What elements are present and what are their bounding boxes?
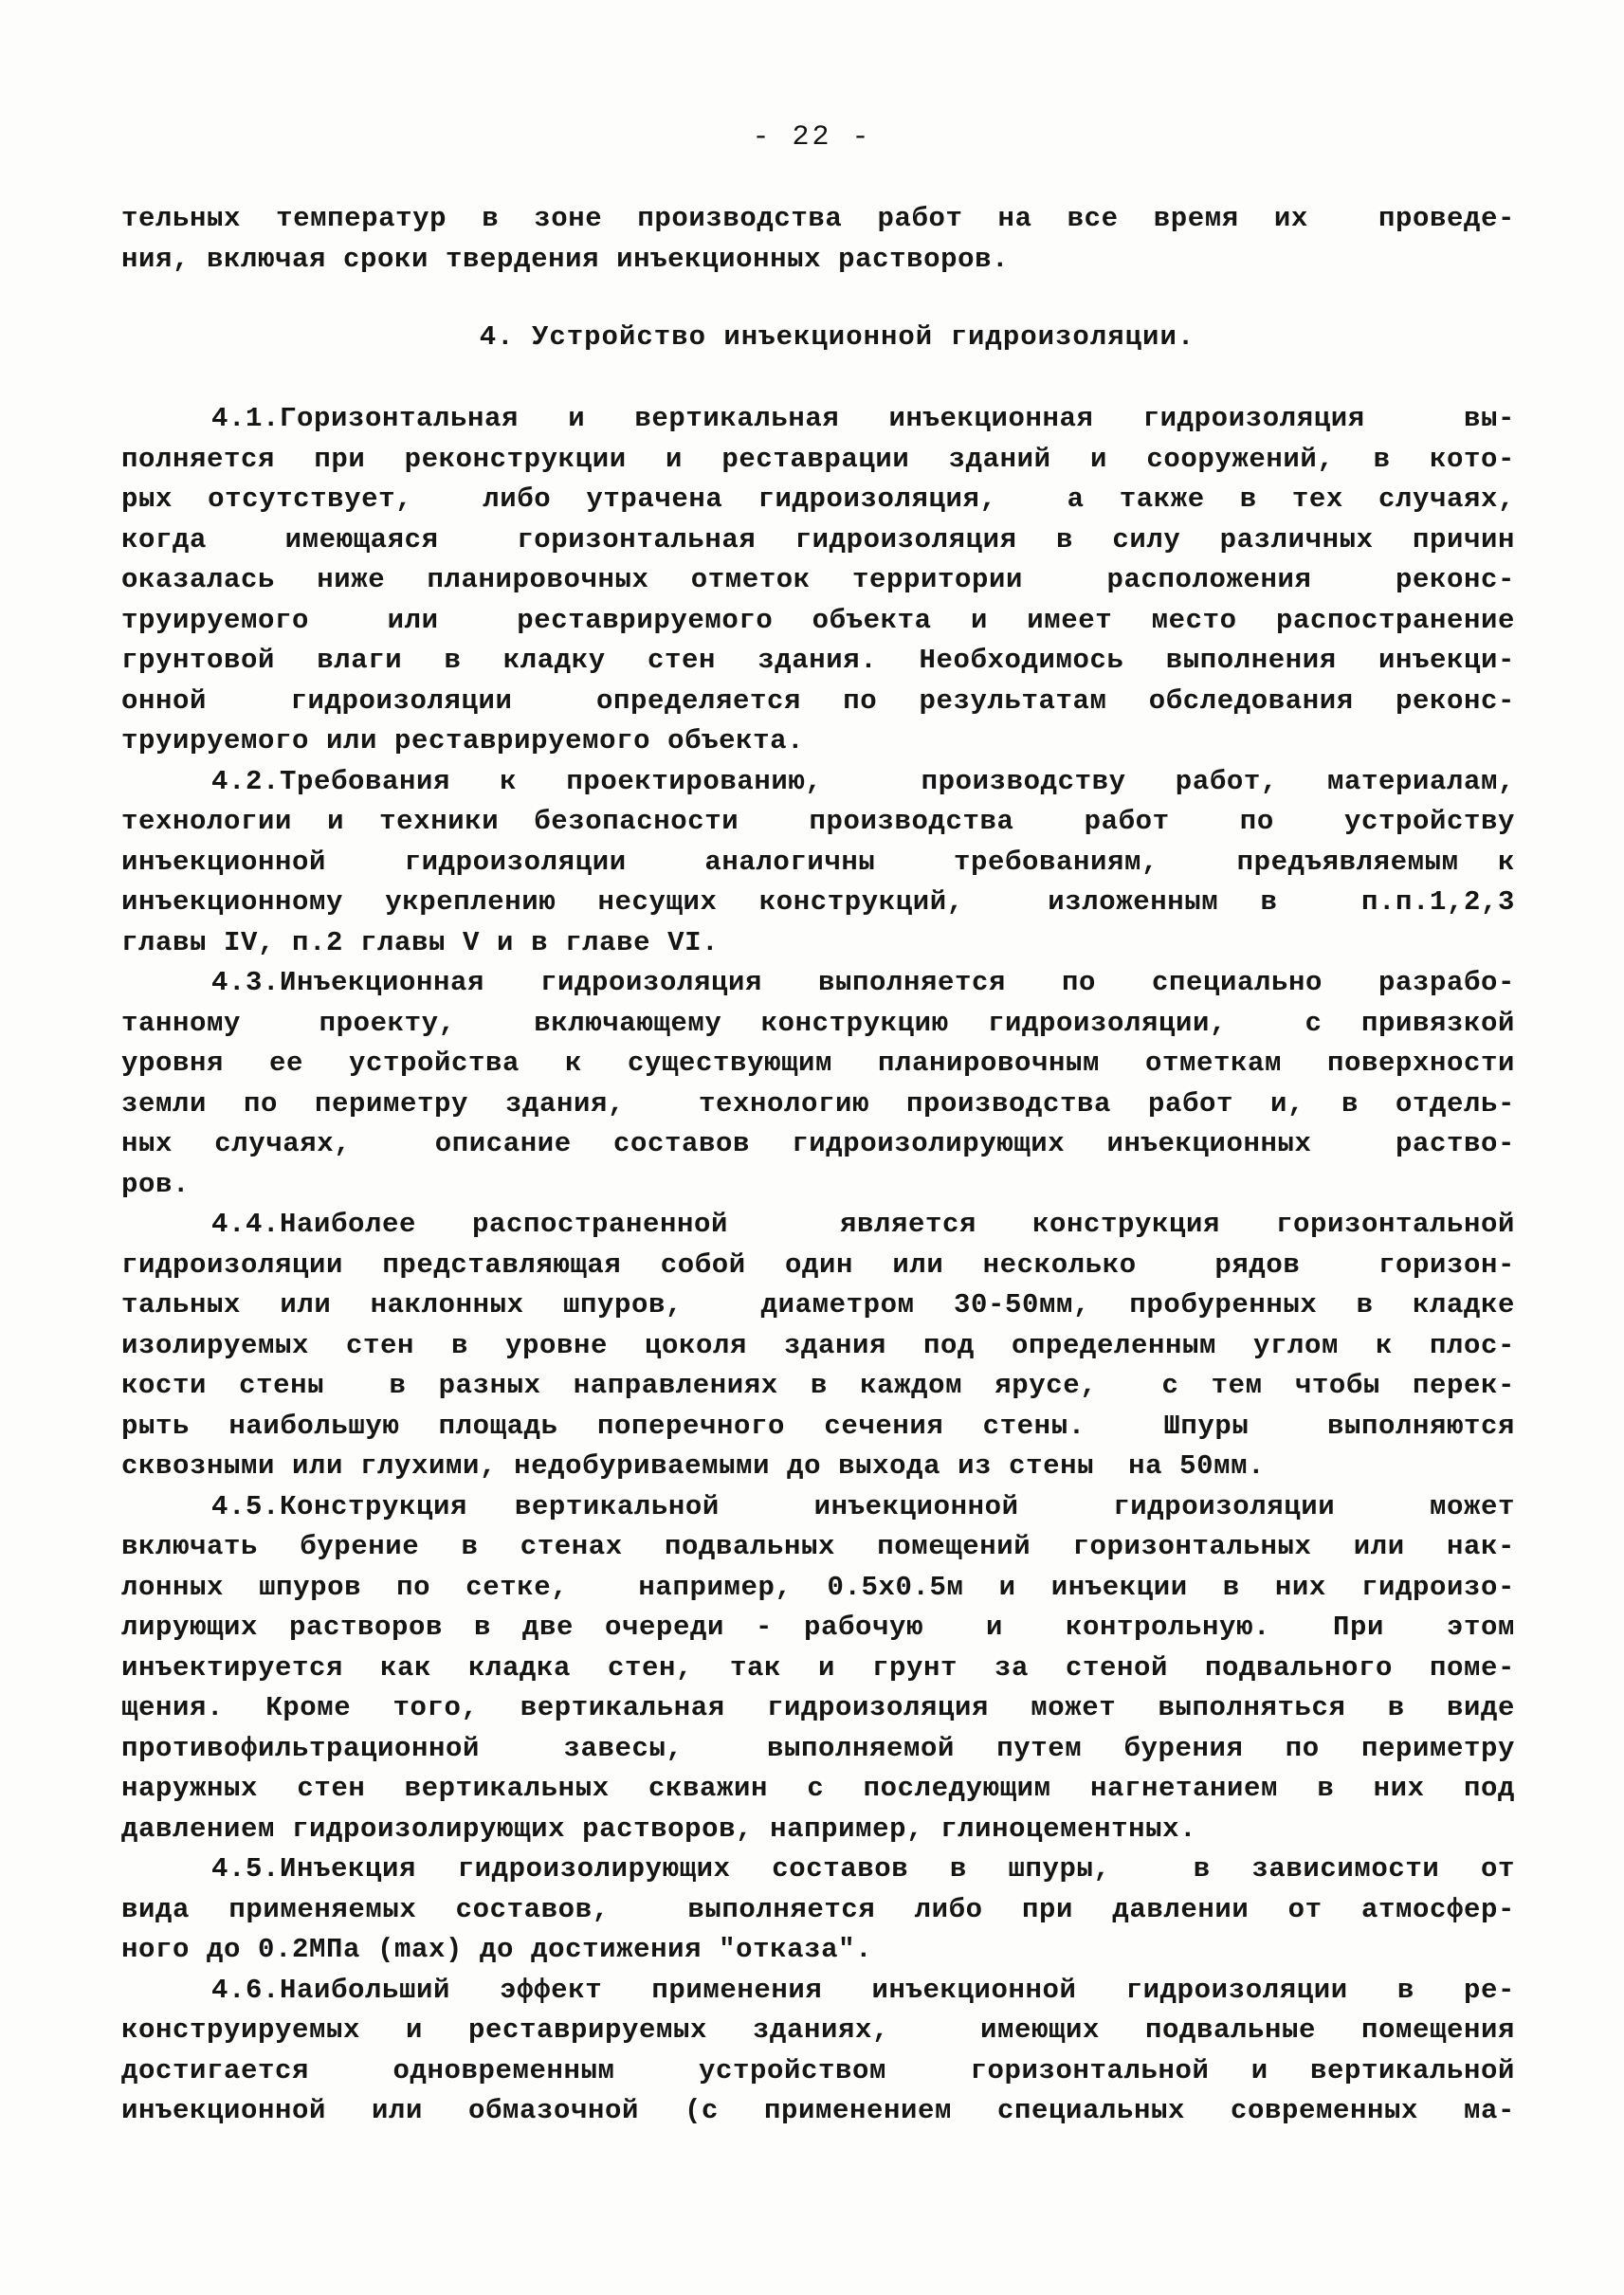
text-line: земли по периметру здания, технологию производства работ и, в отдель- — [121, 1087, 1515, 1120]
text-line: ния, включая сроки твердения инъекционных растворов. — [121, 243, 1010, 275]
text-line: 4.5.Инъекция гидроизолирующих составов в шпуры, в зависимости от — [211, 1853, 1515, 1885]
text-line: полняется при реконструкции и реставрации зданий и сооружений, в кото- — [121, 443, 1515, 475]
text-line: инъектируется как кладка стен, так и грунт за стеной подвального поме- — [121, 1651, 1515, 1684]
paragraph-1 — [121, 399, 1515, 762]
text-line: 4.5.Конструкция вертикальной инъекционной гидроизоляции может — [211, 1490, 1515, 1522]
text-line: грунтовой влаги в кладку стен здания. Необходимось выполнения инъекци- — [121, 645, 1515, 676]
text-line: инъекционному укреплению несущих конструкций, изложенным в п.п.1,2,3 — [121, 886, 1515, 918]
text-line: 4.6.Наибольший эффект применения инъекционной гидроизоляции в ре- — [211, 1974, 1515, 2006]
section-paragraphs — [121, 399, 1515, 2132]
text-line: рыть наибольшую площадь поперечного сечения стены. Шпуры выполняются — [121, 1410, 1515, 1442]
paragraph-7 — [121, 1971, 1515, 2132]
text-line: ров. — [121, 1168, 191, 1200]
text-line: онной гидроизоляции определяется по результатам обследования реконс- — [121, 684, 1515, 717]
text-line: рых отсутствует, либо утрачена гидроизоляция, а также в тех случаях, — [121, 483, 1515, 515]
text-line: сквозными или глухими, недобуриваемыми до выхода из стены на 50мм. — [121, 1450, 1266, 1482]
paragraph-4 — [121, 1205, 1515, 1487]
text-line: труируемого или реставрируемого объекта и имеет место распостранение — [121, 604, 1515, 636]
intro-paragraph — [121, 199, 1515, 280]
text-line: тельных температур в зоне производства работ на все время их проведе- — [121, 203, 1515, 234]
text-line: 4.4.Наиболее распостраненной является конструкция горизонтальной — [211, 1209, 1515, 1240]
paragraph-6 — [121, 1849, 1515, 1971]
text-line: инъекционной гидроизоляции аналогичны требованиям, предъявляемым к — [121, 846, 1515, 878]
text-line: включать бурение в стенах подвальных помещений горизонтальных или нак- — [121, 1531, 1515, 1562]
paragraph-2 — [121, 762, 1515, 964]
paragraph-5 — [121, 1487, 1515, 1850]
text-line: наружных стен вертикальных скважин с последующим нагнетанием в них под — [121, 1773, 1515, 1804]
text-line: труируемого или реставрируемого объекта. — [121, 725, 805, 756]
text-line: щения. Кроме того, вертикальная гидроизоляция может выполняться в виде — [121, 1692, 1515, 1723]
text-line: главы IV, п.2 главы V и в главе VI. — [121, 926, 720, 958]
text-line: тальных или наклонных шпуров, диаметром 30-50мм, пробуренных в кладке — [121, 1289, 1515, 1321]
text-line: когда имеющаяся горизонтальная гидроизоляция в силу различных причин — [121, 523, 1515, 556]
text-line: танному проекту, включающему конструкцию гидроизоляции, с привязкой — [121, 1007, 1515, 1039]
text-line: противофильтрационной завесы, выполняемой путем бурения по периметру — [121, 1732, 1515, 1764]
text-line: ного до 0.2МПа (max) до достижения "отказа". — [121, 1934, 873, 1965]
document-body — [121, 199, 1515, 2132]
text-line: лирующих растворов в две очереди - рабочую и контрольную. При этом — [121, 1612, 1515, 1643]
text-line: 4.1.Горизонтальная и вертикальная инъекционная гидроизоляция вы- — [211, 403, 1515, 434]
text-line: оказалась ниже планировочных отметок территории расположения реконс- — [121, 564, 1515, 595]
text-line: достигается одновременным устройством горизонтальной и вертикальной — [121, 2054, 1515, 2086]
section-heading: 4. Устройство инъекционной гидроизоляции. — [479, 321, 1195, 353]
text-line: уровня ее устройства к существующим планировочным отметкам поверхности — [121, 1047, 1515, 1079]
text-line: гидроизоляции представляющая собой один или несколько рядов горизон- — [121, 1248, 1515, 1281]
text-line: вида применяемых составов, выполняется либо при давлении от атмосфер- — [121, 1893, 1515, 1925]
text-line: 4.3.Инъекционная гидроизоляция выполняется по специально разрабо- — [211, 967, 1515, 998]
text-line: изолируемых стен в уровне цоколя здания под определенным углом к плос- — [121, 1329, 1515, 1361]
text-line: давлением гидроизолирующих растворов, например, глиноцементных. — [121, 1812, 1197, 1845]
text-line: кости стены в разных направлениях в каждом ярусе, с тем чтобы перек- — [121, 1370, 1515, 1401]
text-line: ных случаях, описание составов гидроизолирующих инъекционных раство- — [121, 1128, 1515, 1159]
text-line: конструируемых и реставрируемых зданиях, имеющих подвальные помещения — [121, 2014, 1515, 2046]
text-line: инъекционной или обмазочной (с применением специальных современных ма- — [121, 2095, 1515, 2126]
text-line: 4.2.Требования к проектированию, производству работ, материалам, — [211, 765, 1515, 797]
text-line: технологии и техники безопасности производства работ по устройству — [121, 806, 1515, 837]
page-number: - 22 - — [752, 121, 872, 154]
text-line: лонных шпуров по сетке, например, 0.5х0.5м и инъекции в них гидроизо- — [121, 1571, 1515, 1603]
paragraph-3 — [121, 963, 1515, 1205]
